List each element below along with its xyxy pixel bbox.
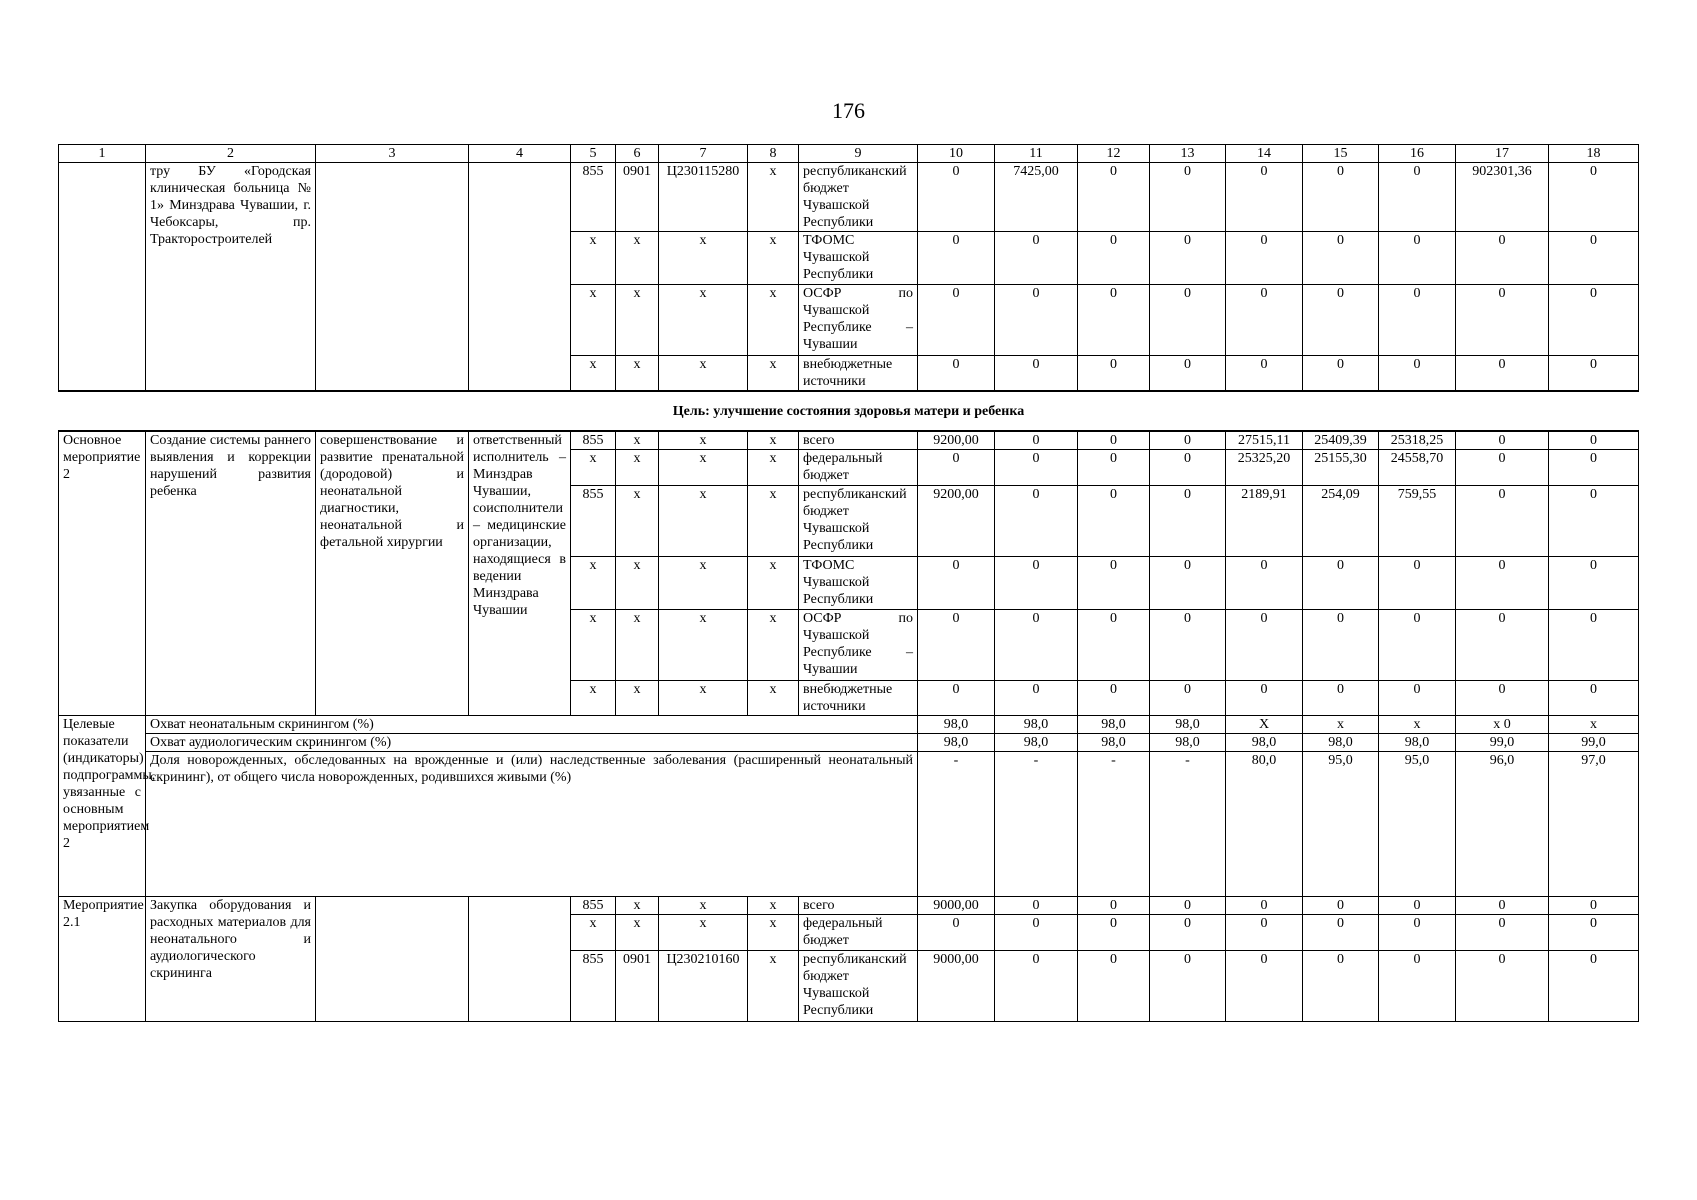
empty-cell (316, 163, 469, 392)
column-header: 4 (469, 145, 571, 163)
code-cell: х (659, 557, 748, 610)
value-cell: 0 (1078, 951, 1150, 1022)
indicator-value: 98,0 (1078, 734, 1150, 752)
indicator-value: 98,0 (1303, 734, 1379, 752)
indicator-name: Охват аудиологическим скринингом (%) (146, 734, 918, 752)
column-header: 14 (1226, 145, 1303, 163)
value-cell: 0 (1379, 356, 1456, 392)
indicator-value: 95,0 (1379, 752, 1456, 897)
code-cell: х (616, 557, 659, 610)
table-row (59, 734, 1639, 752)
event-name: тру БУ «Городская клиническая больница № 1» Минздрава Чувашии, г. Чебоксары, пр. Тракторостроителей (146, 163, 316, 392)
code-cell: Ц230210160 (659, 951, 748, 1022)
value-cell: 0 (1549, 557, 1639, 610)
indicator-value: 98,0 (995, 734, 1078, 752)
value-cell: 0 (1150, 232, 1226, 285)
value-cell: 0 (995, 285, 1078, 356)
table-row (59, 897, 1639, 915)
value-cell: 0 (1150, 450, 1226, 486)
value-cell: 0 (1150, 610, 1226, 681)
code-cell: 855 (571, 486, 616, 557)
code-cell: х (748, 897, 799, 915)
code-cell: х (571, 232, 616, 285)
code-cell: х (571, 356, 616, 392)
indicator-value: 98,0 (1078, 716, 1150, 734)
indicator-name: Доля новорожденных, обследованных на врожденные и (или) наследственные заболевания (расширенный неонатальный скрининг), от общего числа новорожденных, родившихся живыми (%) (146, 752, 918, 897)
empty-cell (316, 897, 469, 1022)
code-cell: х (659, 232, 748, 285)
value-cell: 0 (1078, 232, 1150, 285)
code-cell: х (571, 610, 616, 681)
indicator-value: 98,0 (1379, 734, 1456, 752)
value-cell: 0 (1549, 486, 1639, 557)
code-cell: х (748, 557, 799, 610)
value-cell: 0 (1150, 285, 1226, 356)
value-cell: 0 (1150, 897, 1226, 915)
value-cell: 0 (1456, 450, 1549, 486)
value-cell: 0 (1379, 557, 1456, 610)
funding-source: республиканский бюджет Чувашской Республики (799, 486, 918, 557)
code-cell: х (659, 356, 748, 392)
table-row (59, 716, 1639, 734)
code-cell: 855 (571, 951, 616, 1022)
budget-table (58, 144, 1639, 1022)
value-cell: 0 (1150, 951, 1226, 1022)
indicator-value: 98,0 (1150, 734, 1226, 752)
table-row (59, 163, 1639, 232)
value-cell: 0 (1226, 163, 1303, 232)
column-header: 16 (1379, 145, 1456, 163)
funding-source: ТФОМС Чувашской Республики (799, 232, 918, 285)
event-description: совершенствование и развитие пренатальной (дородовой) и неонатальной диагностики, неонатальной и фетальной хирургии (316, 431, 469, 716)
value-cell: 0 (1303, 610, 1379, 681)
value-cell: 0 (995, 951, 1078, 1022)
value-cell: 0 (1456, 897, 1549, 915)
code-cell: х (659, 681, 748, 716)
value-cell: 0 (918, 681, 995, 716)
value-cell: 0 (1456, 915, 1549, 951)
table-row (59, 391, 1639, 431)
value-cell: 27515,11 (1226, 431, 1303, 450)
value-cell: 0 (1303, 915, 1379, 951)
indicator-value: х (1379, 716, 1456, 734)
value-cell: 0 (1226, 897, 1303, 915)
value-cell: 0 (995, 450, 1078, 486)
code-cell: х (571, 285, 616, 356)
value-cell: 759,55 (1379, 486, 1456, 557)
code-cell: х (616, 681, 659, 716)
indicator-value: - (1150, 752, 1226, 897)
value-cell: 25409,39 (1303, 431, 1379, 450)
code-cell: х (748, 951, 799, 1022)
indicator-value: 97,0 (1549, 752, 1639, 897)
table-body (59, 145, 1639, 1022)
value-cell: 0 (918, 450, 995, 486)
value-cell: 0 (1078, 285, 1150, 356)
indicator-value: - (918, 752, 995, 897)
code-cell: х (748, 915, 799, 951)
value-cell: 0 (1226, 681, 1303, 716)
value-cell: 0 (1078, 681, 1150, 716)
value-cell: 0 (1078, 356, 1150, 392)
value-cell: 0 (1303, 897, 1379, 915)
value-cell: 0 (918, 915, 995, 951)
value-cell: 0 (1303, 557, 1379, 610)
value-cell: 0 (1549, 356, 1639, 392)
empty-cell (469, 897, 571, 1022)
value-cell: 7425,00 (995, 163, 1078, 232)
column-header: 9 (799, 145, 918, 163)
event-type: Мероприятие 2.1 (59, 897, 146, 1022)
indicator-value: х (1303, 716, 1379, 734)
indicator-value: 96,0 (1456, 752, 1549, 897)
funding-source: внебюджетные источники (799, 356, 918, 392)
table-row (59, 752, 1639, 897)
value-cell: 0 (918, 163, 995, 232)
value-cell: 0 (1379, 285, 1456, 356)
event-type: Основное мероприятие 2 (59, 431, 146, 716)
value-cell: 0 (918, 356, 995, 392)
code-cell: х (748, 450, 799, 486)
code-cell: х (616, 356, 659, 392)
value-cell: 0 (1456, 232, 1549, 285)
indicator-value: 99,0 (1549, 734, 1639, 752)
value-cell: 0 (1150, 486, 1226, 557)
code-cell: 0901 (616, 163, 659, 232)
value-cell: 25325,20 (1226, 450, 1303, 486)
value-cell: 0 (995, 610, 1078, 681)
value-cell: 0 (1456, 285, 1549, 356)
value-cell: 0 (1456, 681, 1549, 716)
value-cell: 254,09 (1303, 486, 1379, 557)
value-cell: 0 (1078, 557, 1150, 610)
value-cell: 0 (1150, 431, 1226, 450)
value-cell: 0 (995, 897, 1078, 915)
value-cell: 25155,30 (1303, 450, 1379, 486)
value-cell: 902301,36 (1456, 163, 1549, 232)
code-cell: х (748, 610, 799, 681)
value-cell: 25318,25 (1379, 431, 1456, 450)
column-header: 3 (316, 145, 469, 163)
column-header: 8 (748, 145, 799, 163)
code-cell: х (616, 610, 659, 681)
value-cell: 0 (1379, 610, 1456, 681)
value-cell: 0 (1549, 681, 1639, 716)
column-header: 10 (918, 145, 995, 163)
value-cell: 0 (1303, 951, 1379, 1022)
indicator-value: 98,0 (1150, 716, 1226, 734)
value-cell: 0 (1078, 431, 1150, 450)
code-cell: х (571, 681, 616, 716)
code-cell: х (616, 486, 659, 557)
code-cell: х (748, 431, 799, 450)
funding-source: ОСФР по Чувашской Республике – Чувашии (799, 610, 918, 681)
value-cell: 0 (1150, 356, 1226, 392)
indicator-value: 98,0 (918, 734, 995, 752)
value-cell: 0 (1226, 557, 1303, 610)
code-cell: х (748, 356, 799, 392)
indicator-value: х (1549, 716, 1639, 734)
value-cell: 9200,00 (918, 486, 995, 557)
value-cell: 0 (1379, 915, 1456, 951)
value-cell: 0 (918, 557, 995, 610)
code-cell: 855 (571, 163, 616, 232)
column-header: 1 (59, 145, 146, 163)
indicator-value: 98,0 (995, 716, 1078, 734)
column-header: 2 (146, 145, 316, 163)
code-cell: х (659, 285, 748, 356)
value-cell: 0 (1549, 951, 1639, 1022)
column-header: 7 (659, 145, 748, 163)
value-cell: 0 (1456, 356, 1549, 392)
code-cell: х (616, 431, 659, 450)
funding-source: всего (799, 897, 918, 915)
value-cell: 0 (1078, 486, 1150, 557)
code-cell: 855 (571, 431, 616, 450)
code-cell: х (748, 285, 799, 356)
code-cell: х (748, 486, 799, 557)
column-header: 11 (995, 145, 1078, 163)
indicator-value: 98,0 (918, 716, 995, 734)
code-cell: х (659, 897, 748, 915)
value-cell: 0 (1078, 450, 1150, 486)
goal-heading: Цель: улучшение состояния здоровья матери и ребенка (59, 391, 1639, 431)
funding-source: всего (799, 431, 918, 450)
funding-source: ОСФР по Чувашской Республике – Чувашии (799, 285, 918, 356)
code-cell: х (616, 232, 659, 285)
code-cell: х (659, 431, 748, 450)
code-cell: х (659, 486, 748, 557)
value-cell: 0 (1549, 915, 1639, 951)
value-cell: 0 (1379, 232, 1456, 285)
value-cell: 0 (1549, 610, 1639, 681)
value-cell: 0 (1303, 232, 1379, 285)
column-header: 12 (1078, 145, 1150, 163)
value-cell: 0 (1456, 431, 1549, 450)
value-cell: 0 (1549, 450, 1639, 486)
value-cell: 0 (1078, 915, 1150, 951)
code-cell: х (571, 557, 616, 610)
event-name: Закупка оборудования и расходных материалов для неонатального и аудиологического скрининга (146, 897, 316, 1022)
value-cell: 0 (1549, 897, 1639, 915)
value-cell: 0 (1303, 681, 1379, 716)
value-cell: 0 (1226, 285, 1303, 356)
code-cell: х (748, 681, 799, 716)
indicator-value: - (995, 752, 1078, 897)
value-cell: 0 (1150, 681, 1226, 716)
indicator-name: Охват неонатальным скринингом (%) (146, 716, 918, 734)
value-cell: 0 (1226, 915, 1303, 951)
indicators-label: Целевые показатели (индикаторы) подпрограммы, увязанные с основным мероприятием 2 (59, 716, 146, 897)
funding-source: республиканский бюджет Чувашской Республики (799, 951, 918, 1022)
value-cell: 9200,00 (918, 431, 995, 450)
value-cell: 0 (995, 486, 1078, 557)
value-cell: 0 (1456, 610, 1549, 681)
indicator-value: Х (1226, 716, 1303, 734)
value-cell: 9000,00 (918, 897, 995, 915)
value-cell: 0 (995, 431, 1078, 450)
code-cell: 0901 (616, 951, 659, 1022)
value-cell: 0 (1226, 356, 1303, 392)
value-cell: 0 (1456, 557, 1549, 610)
column-header: 6 (616, 145, 659, 163)
value-cell: 0 (918, 232, 995, 285)
responsible-executor: ответственный исполнитель – Минздрав Чувашии, соисполнители – медицинские организации, находящиеся в ведении Минздрава Чувашии (469, 431, 571, 716)
table-row (59, 431, 1639, 450)
value-cell: 0 (1226, 610, 1303, 681)
code-cell: х (616, 285, 659, 356)
value-cell: 0 (995, 915, 1078, 951)
value-cell: 0 (1379, 163, 1456, 232)
code-cell: х (571, 915, 616, 951)
value-cell: 0 (1150, 163, 1226, 232)
value-cell: 9000,00 (918, 951, 995, 1022)
code-cell: х (659, 610, 748, 681)
column-header: 5 (571, 145, 616, 163)
value-cell: 0 (995, 232, 1078, 285)
empty-cell (59, 163, 146, 392)
value-cell: 2189,91 (1226, 486, 1303, 557)
code-cell: 855 (571, 897, 616, 915)
value-cell: 0 (1379, 951, 1456, 1022)
value-cell: 0 (1456, 951, 1549, 1022)
event-name: Создание системы раннего выявления и коррекции нарушений развития ребенка (146, 431, 316, 716)
funding-source: внебюджетные источники (799, 681, 918, 716)
code-cell: х (616, 897, 659, 915)
code-cell: х (659, 450, 748, 486)
value-cell: 0 (1549, 285, 1639, 356)
table-row (59, 145, 1639, 163)
funding-source: федеральный бюджет (799, 915, 918, 951)
value-cell: 0 (1456, 486, 1549, 557)
value-cell: 0 (1303, 285, 1379, 356)
value-cell: 0 (1078, 610, 1150, 681)
value-cell: 0 (995, 557, 1078, 610)
value-cell: 0 (1078, 897, 1150, 915)
funding-source: федеральный бюджет (799, 450, 918, 486)
value-cell: 0 (1549, 163, 1639, 232)
code-cell: х (616, 450, 659, 486)
code-cell: х (616, 915, 659, 951)
code-cell: х (748, 232, 799, 285)
value-cell: 0 (1303, 163, 1379, 232)
value-cell: 0 (995, 681, 1078, 716)
indicator-value: - (1078, 752, 1150, 897)
page-number: 176 (832, 98, 865, 123)
indicator-value: 98,0 (1226, 734, 1303, 752)
value-cell: 0 (1226, 232, 1303, 285)
funding-source: ТФОМС Чувашской Республики (799, 557, 918, 610)
value-cell: 0 (1303, 356, 1379, 392)
value-cell: 0 (1379, 681, 1456, 716)
indicator-value: 99,0 (1456, 734, 1549, 752)
value-cell: 0 (1226, 951, 1303, 1022)
value-cell: 0 (1078, 163, 1150, 232)
value-cell: 0 (1549, 232, 1639, 285)
value-cell: 0 (1150, 915, 1226, 951)
column-header: 13 (1150, 145, 1226, 163)
value-cell: 0 (918, 610, 995, 681)
column-header: 17 (1456, 145, 1549, 163)
indicator-value: х 0 (1456, 716, 1549, 734)
column-header: 15 (1303, 145, 1379, 163)
code-cell: х (571, 450, 616, 486)
value-cell: 24558,70 (1379, 450, 1456, 486)
empty-cell (469, 163, 571, 392)
value-cell: 0 (995, 356, 1078, 392)
code-cell: Ц230115280 (659, 163, 748, 232)
column-header: 18 (1549, 145, 1639, 163)
value-cell: 0 (918, 285, 995, 356)
code-cell: х (748, 163, 799, 232)
indicator-value: 95,0 (1303, 752, 1379, 897)
code-cell: х (659, 915, 748, 951)
value-cell: 0 (1379, 897, 1456, 915)
value-cell: 0 (1150, 557, 1226, 610)
funding-source: республиканский бюджет Чувашской Республики (799, 163, 918, 232)
value-cell: 0 (1549, 431, 1639, 450)
indicator-value: 80,0 (1226, 752, 1303, 897)
